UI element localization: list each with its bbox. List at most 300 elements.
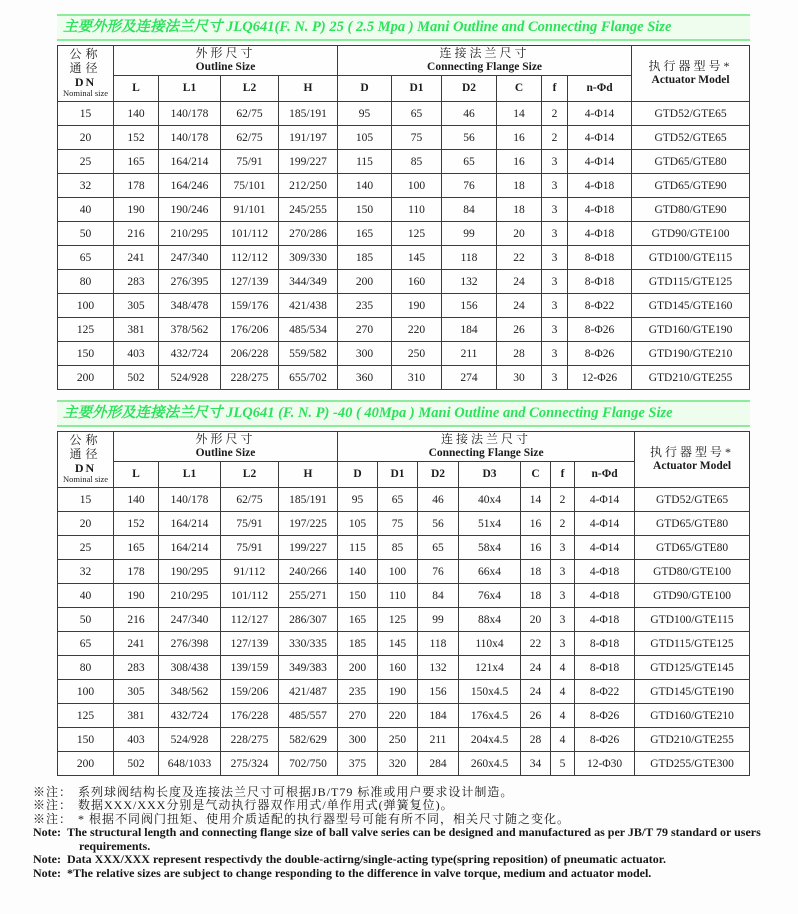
- table-cell: 150: [338, 198, 392, 222]
- table-cell: 125: [378, 608, 418, 632]
- column-header: L: [114, 462, 159, 488]
- table-cell: 105: [338, 512, 378, 536]
- table-cell: 115: [338, 536, 378, 560]
- table-cell: 18: [497, 198, 542, 222]
- col-group-connecting-flange-size: [338, 432, 635, 462]
- table-cell: 8-Φ18: [568, 246, 632, 270]
- table-cell: 184: [442, 318, 497, 342]
- table-cell: 115: [338, 150, 392, 174]
- col-header-nominal-size: [58, 432, 114, 488]
- table-cell: 110: [378, 584, 418, 608]
- table-cell: 26: [521, 704, 551, 728]
- table-cell: 502: [114, 752, 159, 776]
- table-cell: 18: [521, 560, 551, 584]
- table-cell: 4-Φ14: [575, 536, 635, 560]
- table-cell: 4: [551, 704, 575, 728]
- table-cell: 2: [542, 102, 568, 126]
- table-cell: 349/383: [279, 656, 338, 680]
- table-cell: 4-Φ18: [575, 584, 635, 608]
- table2-body: [58, 488, 750, 776]
- flange-en: Connecting Flange Size: [428, 446, 544, 459]
- table-cell: 702/750: [279, 752, 338, 776]
- table-cell: 40: [58, 198, 114, 222]
- table-cell: 191/197: [279, 126, 338, 150]
- column-header: D2: [418, 462, 459, 488]
- note-en-3: Note: *The relative sizes are subject to change responding to the difference in valve torque, medium and actuator model.: [33, 865, 652, 880]
- table-cell: 118: [442, 246, 497, 270]
- table-cell: 164/214: [159, 536, 221, 560]
- dn-code: DN: [74, 74, 97, 89]
- table-cell: 185/191: [279, 102, 338, 126]
- table-cell: 421/438: [279, 294, 338, 318]
- table-cell: 378/562: [159, 318, 221, 342]
- table-cell: 283: [114, 270, 159, 294]
- column-header: L: [114, 76, 159, 102]
- table-cell: 360: [338, 366, 392, 390]
- table2-title: 主要外形及连接法兰尺寸 JLQ641 (F. N. P) -40 ( 40Mpa ) Mani Outline and Connecting Flange Size: [57, 400, 750, 427]
- table-cell: 4-Φ18: [568, 198, 632, 222]
- table-cell: 485/557: [279, 704, 338, 728]
- table-cell: 14: [497, 102, 542, 126]
- table-cell: 247/340: [159, 608, 221, 632]
- table-cell: 75/91: [221, 150, 279, 174]
- table-cell: 91/112: [221, 560, 279, 584]
- column-header: D: [338, 462, 378, 488]
- table-cell: 270/286: [279, 222, 338, 246]
- table-cell: 66x4: [459, 560, 521, 584]
- table-cell: 101/112: [221, 584, 279, 608]
- dn-cn-line2: 通径: [69, 60, 102, 75]
- table-cell: 165: [114, 150, 159, 174]
- table-cell: 200: [58, 752, 114, 776]
- col-group-outline-size: [114, 432, 338, 462]
- table-cell: 4-Φ18: [575, 560, 635, 584]
- table-cell: 255/271: [279, 584, 338, 608]
- table-cell: 24: [521, 656, 551, 680]
- table-cell: 270: [338, 704, 378, 728]
- table-cell: 140: [114, 102, 159, 126]
- table-cell: 4-Φ14: [568, 102, 632, 126]
- table-cell: GTD145/GTE190: [635, 680, 750, 704]
- table-cell: 140/178: [159, 488, 221, 512]
- table-cell: 197/225: [279, 512, 338, 536]
- table-cell: 2: [551, 488, 575, 512]
- table-cell: 62/75: [221, 126, 279, 150]
- table-cell: 65: [442, 150, 497, 174]
- table-cell: 165: [338, 222, 392, 246]
- table-cell: 75/101: [221, 174, 279, 198]
- table-cell: 76x4: [459, 584, 521, 608]
- table-cell: 28: [497, 342, 542, 366]
- table-cell: 22: [497, 246, 542, 270]
- table-cell: 4-Φ14: [568, 150, 632, 174]
- table-cell: GTD100/GTE115: [632, 246, 750, 270]
- table-cell: 190/246: [159, 198, 221, 222]
- table-cell: 4-Φ18: [575, 608, 635, 632]
- table-cell: 185: [338, 632, 378, 656]
- table-cell: 286/307: [279, 608, 338, 632]
- table-cell: 3: [542, 366, 568, 390]
- table-cell: 140/178: [159, 102, 221, 126]
- table-cell: GTD210/GTE255: [632, 366, 750, 390]
- table-cell: 140/178: [159, 126, 221, 150]
- table-cell: 8-Φ26: [575, 704, 635, 728]
- dn-en: Nominal size: [62, 474, 109, 485]
- table-cell: 28: [521, 728, 551, 752]
- table-cell: 241: [114, 246, 159, 270]
- column-header: L1: [159, 76, 221, 102]
- table-row: [58, 294, 750, 318]
- table-cell: 112/127: [221, 608, 279, 632]
- table-cell: GTD52/GTE65: [635, 488, 750, 512]
- table-cell: 284: [418, 752, 459, 776]
- table-row: [58, 198, 750, 222]
- table-cell: 2: [551, 512, 575, 536]
- table-cell: 305: [114, 294, 159, 318]
- table-cell: 4-Φ14: [575, 488, 635, 512]
- table-cell: 8-Φ18: [568, 270, 632, 294]
- column-header: L2: [221, 462, 279, 488]
- table-cell: 4-Φ14: [575, 512, 635, 536]
- table-cell: 3: [551, 608, 575, 632]
- actuator-en: Actuator Model: [651, 73, 730, 86]
- table-cell: 176x4.5: [459, 704, 521, 728]
- table-cell: 84: [442, 198, 497, 222]
- table-cell: GTD255/GTE300: [635, 752, 750, 776]
- table-cell: 3: [551, 536, 575, 560]
- table-cell: 56: [442, 126, 497, 150]
- table-cell: 4: [551, 656, 575, 680]
- table-cell: GTD65/GTE90: [632, 174, 750, 198]
- table-cell: 3: [542, 150, 568, 174]
- table-cell: 65: [58, 632, 114, 656]
- notes-section: [33, 786, 789, 880]
- table-cell: 300: [338, 728, 378, 752]
- table-row: [58, 680, 750, 704]
- table-cell: 150: [58, 342, 114, 366]
- table-cell: 165: [338, 608, 378, 632]
- table-cell: 25: [58, 150, 114, 174]
- table-cell: GTD160/GTE210: [635, 704, 750, 728]
- table-cell: 655/702: [279, 366, 338, 390]
- table-cell: 8-Φ26: [575, 728, 635, 752]
- table-cell: 432/724: [159, 342, 221, 366]
- table-cell: 95: [338, 102, 392, 126]
- column-header: L1: [159, 462, 221, 488]
- table-cell: 200: [338, 656, 378, 680]
- table-cell: 8-Φ18: [575, 656, 635, 680]
- table-cell: 305: [114, 680, 159, 704]
- table-cell: 348/562: [159, 680, 221, 704]
- table-cell: 99: [418, 608, 459, 632]
- table-cell: 275/324: [221, 752, 279, 776]
- table-cell: 16: [497, 150, 542, 174]
- note-cn-3: ※注： * 根据不同阀门扭矩、使用介质适配的执行器型号可能有所不同，相关尺寸随之变化。: [33, 811, 571, 826]
- table-cell: 152: [114, 512, 159, 536]
- table-cell: 190: [114, 198, 159, 222]
- actuator-cn: 执行器型号*: [650, 445, 735, 460]
- table-cell: 8-Φ26: [568, 318, 632, 342]
- table-cell: 105: [338, 126, 392, 150]
- table-cell: 178: [114, 174, 159, 198]
- table-cell: 65: [378, 488, 418, 512]
- table-cell: 216: [114, 222, 159, 246]
- table-cell: 140: [114, 488, 159, 512]
- table-cell: 75: [392, 126, 442, 150]
- table-cell: 140: [338, 560, 378, 584]
- table-cell: 228/275: [221, 728, 279, 752]
- table-cell: 559/582: [279, 342, 338, 366]
- actuator-en: Actuator Model: [653, 459, 732, 472]
- table-cell: 95: [338, 488, 378, 512]
- outline-en: Outline Size: [195, 60, 256, 73]
- table2-pn40: [57, 431, 750, 776]
- table-cell: 648/1033: [159, 752, 221, 776]
- table-cell: 30: [497, 366, 542, 390]
- table-cell: 85: [392, 150, 442, 174]
- table-cell: GTD125/GTE145: [635, 656, 750, 680]
- column-header: n-Φd: [575, 462, 635, 488]
- table-cell: 46: [418, 488, 459, 512]
- table-cell: 212/250: [279, 174, 338, 198]
- column-header: D2: [442, 76, 497, 102]
- table-cell: GTD90/GTE100: [635, 584, 750, 608]
- table1-body: [58, 102, 750, 390]
- table-cell: GTD100/GTE115: [635, 608, 750, 632]
- table-cell: 274: [442, 366, 497, 390]
- column-header: L2: [221, 76, 279, 102]
- note-cn-1: ※注： 系列球阀结构长度及连接法兰尺寸可根据JB/T79 标准或用户要求设计制造。: [33, 785, 514, 800]
- header-group-row: [58, 46, 750, 76]
- table-row: [58, 366, 750, 390]
- note-cn-2: ※注： 数据XXX/XXX分别是气动执行器双作用式/单作用式(弹簧复位)。: [33, 798, 454, 813]
- table-cell: 3: [542, 246, 568, 270]
- dn-code: DN: [74, 460, 97, 475]
- table-cell: 125: [58, 704, 114, 728]
- table-cell: 190/295: [159, 560, 221, 584]
- table1-pn25: [57, 45, 750, 390]
- column-header: D1: [392, 76, 442, 102]
- table-cell: 75: [378, 512, 418, 536]
- table-cell: 91/101: [221, 198, 279, 222]
- table-cell: 150: [338, 584, 378, 608]
- table-cell: 14: [521, 488, 551, 512]
- table-cell: 51x4: [459, 512, 521, 536]
- table-cell: 502: [114, 366, 159, 390]
- table-cell: 50: [58, 222, 114, 246]
- table-cell: GTD210/GTE255: [635, 728, 750, 752]
- table-cell: 32: [58, 560, 114, 584]
- table-cell: 320: [378, 752, 418, 776]
- table-cell: 176/206: [221, 318, 279, 342]
- table-cell: GTD115/GTE125: [632, 270, 750, 294]
- table-cell: 58x4: [459, 536, 521, 560]
- table-cell: 88x4: [459, 608, 521, 632]
- table-cell: 65: [58, 246, 114, 270]
- table-cell: 127/139: [221, 632, 279, 656]
- table-row: [58, 608, 750, 632]
- table-cell: 308/438: [159, 656, 221, 680]
- table-cell: 3: [542, 174, 568, 198]
- table-row: [58, 342, 750, 366]
- table-cell: 32: [58, 174, 114, 198]
- table-cell: 112/112: [221, 246, 279, 270]
- table-cell: GTD115/GTE125: [635, 632, 750, 656]
- flange-en: Connecting Flange Size: [427, 60, 543, 73]
- table-cell: 24: [521, 680, 551, 704]
- table-cell: GTD145/GTE160: [632, 294, 750, 318]
- table-cell: 4: [551, 680, 575, 704]
- column-header: f: [551, 462, 575, 488]
- table-row: [58, 222, 750, 246]
- table-cell: 330/335: [279, 632, 338, 656]
- table-row: [58, 102, 750, 126]
- table-cell: 20: [497, 222, 542, 246]
- table-cell: GTD65/GTE80: [635, 512, 750, 536]
- table-cell: 132: [442, 270, 497, 294]
- table-cell: 4-Φ18: [568, 174, 632, 198]
- outline-cn: 外形尺寸: [195, 46, 256, 60]
- table-cell: 210/295: [159, 584, 221, 608]
- table-cell: 160: [378, 656, 418, 680]
- outline-cn: 外形尺寸: [195, 432, 256, 447]
- table-cell: 5: [551, 752, 575, 776]
- table-cell: 348/478: [159, 294, 221, 318]
- table-cell: 16: [521, 512, 551, 536]
- table-cell: 176/228: [221, 704, 279, 728]
- table-cell: 12-Φ26: [568, 366, 632, 390]
- column-header: C: [497, 76, 542, 102]
- table-cell: 100: [58, 680, 114, 704]
- table-cell: 34: [521, 752, 551, 776]
- note-en-1: Note: The structural length and connecting flange size of ball valve series can be designed and manufactured as per JB/T 79 standard or users requirements.: [33, 825, 761, 853]
- table-cell: 403: [114, 342, 159, 366]
- table-cell: 206/228: [221, 342, 279, 366]
- table-row: [58, 126, 750, 150]
- table-cell: 178: [114, 560, 159, 584]
- table-cell: 3: [542, 318, 568, 342]
- table-cell: 270: [338, 318, 392, 342]
- col-header-actuator-model: [635, 432, 750, 488]
- table-cell: 184: [418, 704, 459, 728]
- table-cell: 152: [114, 126, 159, 150]
- table-cell: 211: [442, 342, 497, 366]
- table-row: [58, 752, 750, 776]
- table-row: [58, 704, 750, 728]
- actuator-cn: 执行器型号*: [648, 59, 733, 73]
- table-cell: 310: [392, 366, 442, 390]
- col-header-nominal-size: [58, 46, 114, 102]
- table-cell: GTD65/GTE80: [632, 150, 750, 174]
- table-cell: 8-Φ22: [575, 680, 635, 704]
- table-cell: 200: [338, 270, 392, 294]
- column-header: C: [521, 462, 551, 488]
- table-cell: 56: [418, 512, 459, 536]
- table-cell: 100: [392, 174, 442, 198]
- table-row: [58, 512, 750, 536]
- table-cell: 276/398: [159, 632, 221, 656]
- table-cell: 3: [542, 198, 568, 222]
- table-cell: 8-Φ18: [575, 632, 635, 656]
- flange-cn: 连接法兰尺寸: [439, 46, 530, 60]
- table-cell: 132: [418, 656, 459, 680]
- table-cell: 16: [497, 126, 542, 150]
- table-cell: 26: [497, 318, 542, 342]
- table-cell: 185: [338, 246, 392, 270]
- table-cell: 164/214: [159, 512, 221, 536]
- table-cell: 524/928: [159, 366, 221, 390]
- dn-cn-line1: 公称: [69, 46, 102, 61]
- table-cell: 381: [114, 704, 159, 728]
- table-cell: 164/214: [159, 150, 221, 174]
- table-cell: 3: [542, 270, 568, 294]
- table-cell: 524/928: [159, 728, 221, 752]
- table-cell: 210/295: [159, 222, 221, 246]
- table-cell: 50: [58, 608, 114, 632]
- table-cell: 2: [542, 126, 568, 150]
- table-cell: GTD90/GTE100: [632, 222, 750, 246]
- dn-en: Nominal size: [62, 88, 109, 99]
- table-cell: 240/266: [279, 560, 338, 584]
- table-cell: GTD52/GTE65: [632, 102, 750, 126]
- table-cell: 160: [392, 270, 442, 294]
- table-cell: 127/139: [221, 270, 279, 294]
- note-en-2: Note: Data XXX/XXX represent respectivdy the double-actirng/single-acting type(spring reposition) of pneumatic actuator.: [33, 852, 666, 867]
- table-cell: 432/724: [159, 704, 221, 728]
- table-cell: 260x4.5: [459, 752, 521, 776]
- table-cell: 25: [58, 536, 114, 560]
- table-cell: 4-Φ18: [568, 222, 632, 246]
- table-cell: 3: [542, 294, 568, 318]
- table-cell: 344/349: [279, 270, 338, 294]
- table-cell: 3: [551, 560, 575, 584]
- table-cell: 99: [442, 222, 497, 246]
- table-cell: 3: [551, 632, 575, 656]
- table-cell: 24: [497, 270, 542, 294]
- table-cell: 100: [58, 294, 114, 318]
- table-cell: 125: [392, 222, 442, 246]
- table-cell: 211: [418, 728, 459, 752]
- table-cell: 199/227: [279, 536, 338, 560]
- table-cell: 76: [418, 560, 459, 584]
- table-row: [58, 150, 750, 174]
- table-cell: 22: [521, 632, 551, 656]
- table-cell: 185/191: [279, 488, 338, 512]
- table-cell: 200: [58, 366, 114, 390]
- table-cell: 46: [442, 102, 497, 126]
- table-cell: 75/91: [221, 536, 279, 560]
- outline-en: Outline Size: [195, 446, 256, 459]
- table-cell: 145: [378, 632, 418, 656]
- table-row: [58, 270, 750, 294]
- table-row: [58, 318, 750, 342]
- table-cell: 40x4: [459, 488, 521, 512]
- column-header: H: [279, 462, 338, 488]
- table-cell: 62/75: [221, 102, 279, 126]
- table-cell: 216: [114, 608, 159, 632]
- table-row: [58, 536, 750, 560]
- col-group-outline-size: [114, 46, 338, 76]
- table-cell: 100: [378, 560, 418, 584]
- table-cell: 3: [542, 342, 568, 366]
- column-header: H: [279, 76, 338, 102]
- table-cell: 84: [418, 584, 459, 608]
- table-cell: 4: [551, 728, 575, 752]
- table-cell: 375: [338, 752, 378, 776]
- table1-title: 主要外形及连接法兰尺寸 JLQ641(F. N. P) 25 ( 2.5 Mpa ) Mani Outline and Connecting Flange Size: [57, 14, 750, 41]
- flange-cn: 连接法兰尺寸: [441, 432, 532, 447]
- table-cell: 204x4.5: [459, 728, 521, 752]
